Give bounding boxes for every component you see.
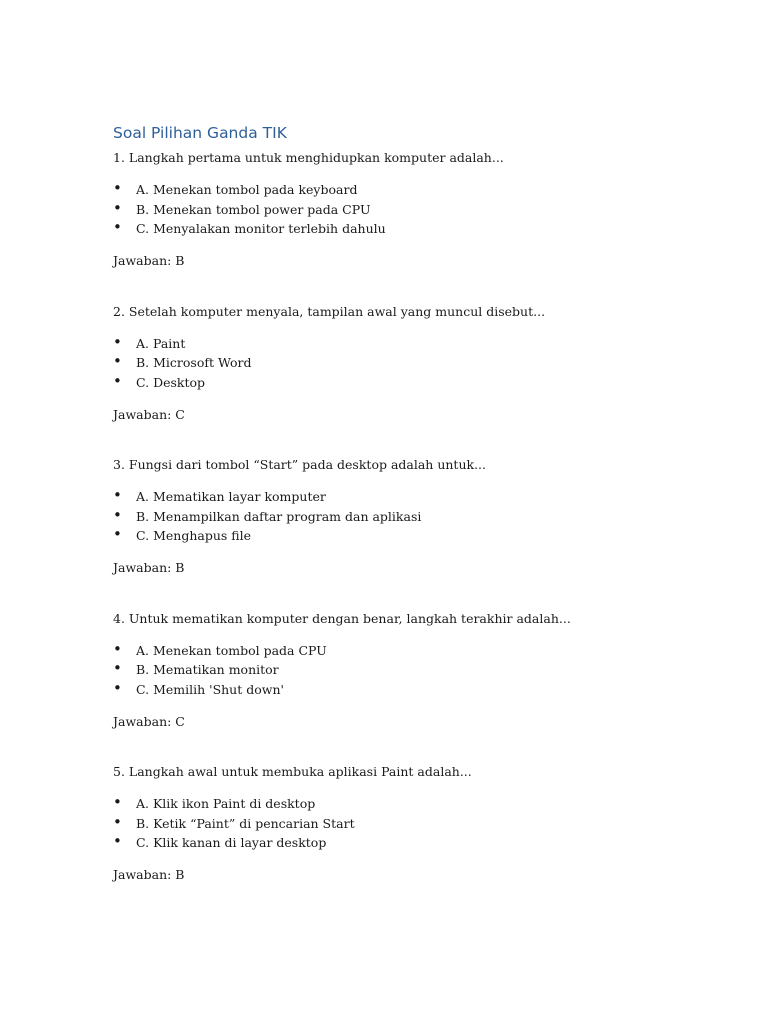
option-text: A. Mematikan layar komputer	[136, 489, 326, 504]
bullet-icon: •	[113, 372, 122, 390]
bullet-icon: •	[113, 333, 122, 351]
question-text: 2. Setelah komputer menyala, tampilan awal yang muncul disebut...	[113, 304, 546, 319]
bullet-icon: •	[113, 199, 122, 217]
option-text: B. Mematikan monitor	[136, 662, 279, 677]
answer-text: Jawaban: B	[113, 253, 185, 268]
option-text: A. Paint	[136, 336, 186, 351]
bullet-icon: •	[113, 659, 122, 677]
answer-text: Jawaban: C	[113, 714, 185, 729]
bullet-icon: •	[113, 486, 122, 504]
answer-text: Jawaban: B	[113, 867, 185, 882]
answer-text: Jawaban: C	[113, 407, 185, 422]
option-text: C. Memilih 'Shut down'	[136, 682, 284, 697]
answer-text: Jawaban: B	[113, 560, 185, 575]
bullet-icon: •	[113, 813, 122, 831]
option-text: A. Menekan tombol pada CPU	[136, 643, 327, 658]
bullet-icon: •	[113, 793, 122, 811]
option-text: B. Menekan tombol power pada CPU	[136, 202, 371, 217]
bullet-icon: •	[113, 832, 122, 850]
option-text: C. Klik kanan di layar desktop	[136, 835, 327, 850]
bullet-icon: •	[113, 218, 122, 236]
option-text: C. Desktop	[136, 375, 206, 390]
option-text: B. Ketik “Paint” di pencarian Start	[136, 816, 355, 831]
question-text: 5. Langkah awal untuk membuka aplikasi Paint adalah...	[113, 764, 472, 779]
option-text: A. Klik ikon Paint di desktop	[136, 796, 316, 811]
option-text: C. Menghapus file	[136, 528, 251, 543]
option-text: A. Menekan tombol pada keyboard	[136, 182, 358, 197]
option-text: B. Menampilkan daftar program dan aplikasi	[136, 509, 422, 524]
question-text: 1. Langkah pertama untuk menghidupkan komputer adalah...	[113, 150, 504, 165]
bullet-icon: •	[113, 640, 122, 658]
option-text: B. Microsoft Word	[136, 355, 252, 370]
option-text: C. Menyalakan monitor terlebih dahulu	[136, 221, 386, 236]
question-text: 4. Untuk mematikan komputer dengan benar, langkah terakhir adalah...	[113, 611, 571, 626]
bullet-icon: •	[113, 525, 122, 543]
bullet-icon: •	[113, 506, 122, 524]
document-title: Soal Pilihan Ganda TIK	[113, 124, 287, 142]
question-text: 3. Fungsi dari tombol “Start” pada desktop adalah untuk...	[113, 457, 486, 472]
bullet-icon: •	[113, 179, 122, 197]
bullet-icon: •	[113, 679, 122, 697]
bullet-icon: •	[113, 352, 122, 370]
